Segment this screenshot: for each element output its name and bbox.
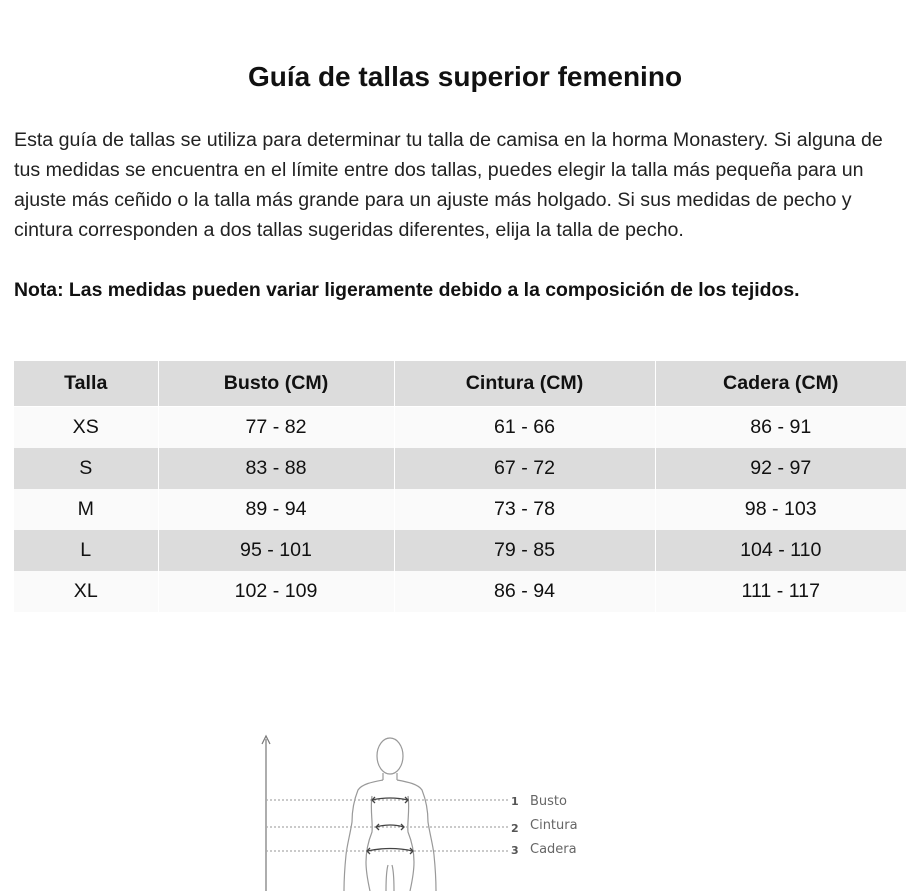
cell-cintura: 67 - 72: [394, 448, 655, 489]
cell-talla: XL: [14, 571, 158, 612]
cell-cadera: 86 - 91: [655, 407, 906, 449]
intro-paragraph: Esta guía de tallas se utiliza para determinar tu talla de camisa en la horma Monastery. Si alguna de tus medidas se encuentra en el límite entre dos tallas, puedes elegir la talla más pequeña para un ajuste más ceñido o la talla más grande para un ajuste más holgado. Si sus medidas de pecho y cintura corresponden a dos tallas sugeridas diferentes, elija la talla de pecho.: [14, 129, 883, 241]
cell-cadera: 111 - 117: [655, 571, 906, 612]
measure-labels: [511, 794, 578, 857]
measure-num-2: 2: [511, 822, 519, 835]
header-cadera: Cadera (CM): [655, 361, 906, 407]
size-table: [14, 361, 906, 612]
header-talla: Talla: [14, 361, 158, 407]
height-axis: [262, 736, 270, 891]
table-row: [14, 530, 906, 571]
cell-cadera: 98 - 103: [655, 489, 906, 530]
table-header-row: [14, 361, 906, 407]
cell-cintura: 61 - 66: [394, 407, 655, 449]
body-measurement-diagram: [255, 730, 595, 891]
cell-busto: 89 - 94: [158, 489, 394, 530]
cell-talla: S: [14, 448, 158, 489]
cell-cintura: 86 - 94: [394, 571, 655, 612]
measure-label-busto: Busto: [530, 794, 567, 809]
cell-talla: XS: [14, 407, 158, 449]
header-busto: Busto (CM): [158, 361, 394, 407]
cell-talla: L: [14, 530, 158, 571]
cell-cintura: 79 - 85: [394, 530, 655, 571]
cell-busto: 95 - 101: [158, 530, 394, 571]
table-row: [14, 448, 906, 489]
header-cintura: Cintura (CM): [394, 361, 655, 407]
cell-busto: 83 - 88: [158, 448, 394, 489]
table-row: [14, 407, 906, 449]
measure-label-cadera: Cadera: [530, 842, 577, 857]
cell-busto: 77 - 82: [158, 407, 394, 449]
table-row: [14, 571, 906, 612]
cell-cadera: 92 - 97: [655, 448, 906, 489]
table-row: [14, 489, 906, 530]
cell-busto: 102 - 109: [158, 571, 394, 612]
page-title: Guía de tallas superior femenino: [247, 61, 683, 92]
measure-arrows: [367, 797, 413, 854]
measure-num-3: 3: [511, 844, 519, 857]
measure-label-cintura: Cintura: [530, 818, 578, 833]
cell-cadera: 104 - 110: [655, 530, 906, 571]
body-silhouette-icon: [344, 738, 436, 891]
cell-talla: M: [14, 489, 158, 530]
note-text: Nota: Las medidas pueden variar ligeramente debido a la composición de los tejidos.: [14, 279, 800, 301]
measure-num-1: 1: [511, 795, 519, 808]
cell-cintura: 73 - 78: [394, 489, 655, 530]
